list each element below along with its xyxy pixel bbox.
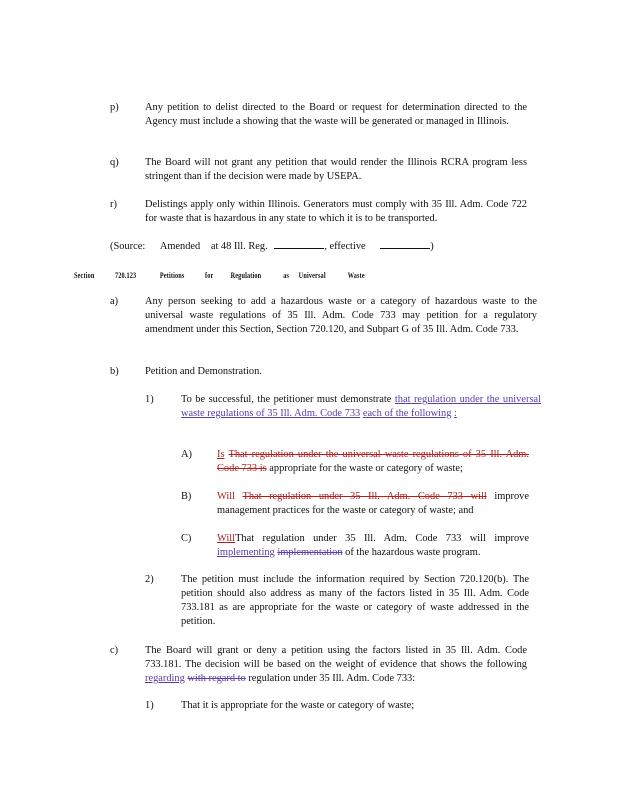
item-text [181, 393, 541, 421]
section-title-word: Regulation [230, 271, 262, 280]
item-plain-text: of the hazardous waste program. [345, 547, 481, 558]
inserted-text: each of the following [362, 408, 452, 419]
section-title-word: for [204, 271, 214, 280]
source-close: ) [430, 241, 434, 252]
item-label: C) [181, 533, 192, 544]
source-reg: at 48 Ill. Reg. [210, 241, 268, 252]
paragraph-text: Delistings apply only within Illinois. Generators must comply with 35 Ill. Adm. Code 722 for waste that is hazardous in any state to which it is to be transported. [145, 199, 527, 224]
item-text: The petition must include the information required by Section 720.120(b). The petition should also address as many of the factors listed in 35 Ill. Adm. Code 733.181 as are appropriate for the waste or category of waste addressed in the petition. [181, 574, 529, 627]
item-plain-text: appropriate for the waste or category of waste; [269, 463, 463, 474]
item-text: That it is appropriate for the waste or category of waste; [181, 700, 415, 711]
subsection-label: b) [110, 366, 119, 377]
paragraph-text: The Board will not grant any petition that would render the Illinois RCRA program less stringent than if the decision were made by USEPA. [145, 157, 527, 182]
section-title-word: Waste [347, 271, 365, 280]
paragraph-label: p) [110, 102, 119, 113]
source-note [110, 240, 434, 254]
section-number: 720.123 [114, 271, 137, 280]
item-label: 1) [145, 700, 154, 711]
item-label: 1) [145, 394, 154, 405]
subsection-text: Any person seeking to add a hazardous waste or a category of hazardous waste to the universal waste regulations of 35 Ill. Adm. Code 733 may petition for a regulatory amendment under this Section, Section 720.120, and Subpart G of 35 Ill. Adm. Code 733. [145, 296, 537, 335]
subsection-label: c) [110, 645, 119, 656]
section-title-word: Petitions [159, 271, 185, 280]
item-plain-text: improve management practices for the waste or category of waste; and [217, 491, 529, 516]
inserted-text: Will [217, 491, 236, 502]
source-effective: , effective [324, 241, 366, 252]
item-plain-text: To be successful, the petitioner must demonstrate [181, 394, 392, 405]
source-amended: Amended [159, 241, 201, 252]
paragraph-label: r) [110, 199, 117, 210]
section-word: Section [74, 271, 95, 280]
source-label: (Source: [110, 241, 146, 252]
inserted-text: Is [217, 449, 225, 460]
item-label: 2) [145, 574, 154, 585]
effective-blank [380, 248, 430, 249]
section-heading [74, 269, 365, 283]
inserted-text: regarding [145, 673, 185, 684]
inserted-text: that regulation under the universal waste regulations of 35 Ill. Adm. Code 733 [181, 394, 541, 419]
item-text [217, 448, 529, 476]
deleted-text: That regulation under the universal waste regulations of 35 Ill. Adm. Code 733 is [217, 449, 529, 474]
deleted-text: implementation [277, 547, 343, 558]
section-title-word: as [283, 271, 290, 280]
item-text [217, 490, 529, 518]
inserted-text: Will [217, 533, 236, 544]
deleted-text: with regard to [187, 673, 246, 684]
item-text [217, 532, 529, 560]
item-plain-text: That [235, 533, 255, 544]
deleted-text: That regulation under 35 Ill. Adm. Code 733 will [242, 491, 487, 502]
subsection-plain-text: The Board will grant or deny a petition using the factors listed in 35 Ill. Adm. Code 733.181. The decision will be based on the weight of evidence that shows the following [145, 645, 527, 670]
subsection-plain-text: regulation under 35 Ill. Adm. Code 733: [248, 673, 416, 684]
paragraph-label: q) [110, 157, 119, 168]
subsection-text: Petition and Demonstration. [145, 366, 262, 377]
inserted-text: : [454, 408, 457, 419]
inserted-text: implementing [217, 547, 275, 558]
subsection-label: a) [110, 296, 119, 307]
section-title-word: Universal [298, 271, 326, 280]
paragraph-text: Any petition to delist directed to the Board or request for determination directed to the Agency must include a showing that the waste will be generated or managed in Illinois. [145, 102, 527, 127]
item-label: A) [181, 449, 192, 460]
subsection-text [145, 644, 527, 686]
reg-blank [274, 248, 324, 249]
item-label: B) [181, 491, 192, 502]
item-plain-text: regulation under 35 Ill. Adm. Code 733 will improve [262, 533, 529, 544]
